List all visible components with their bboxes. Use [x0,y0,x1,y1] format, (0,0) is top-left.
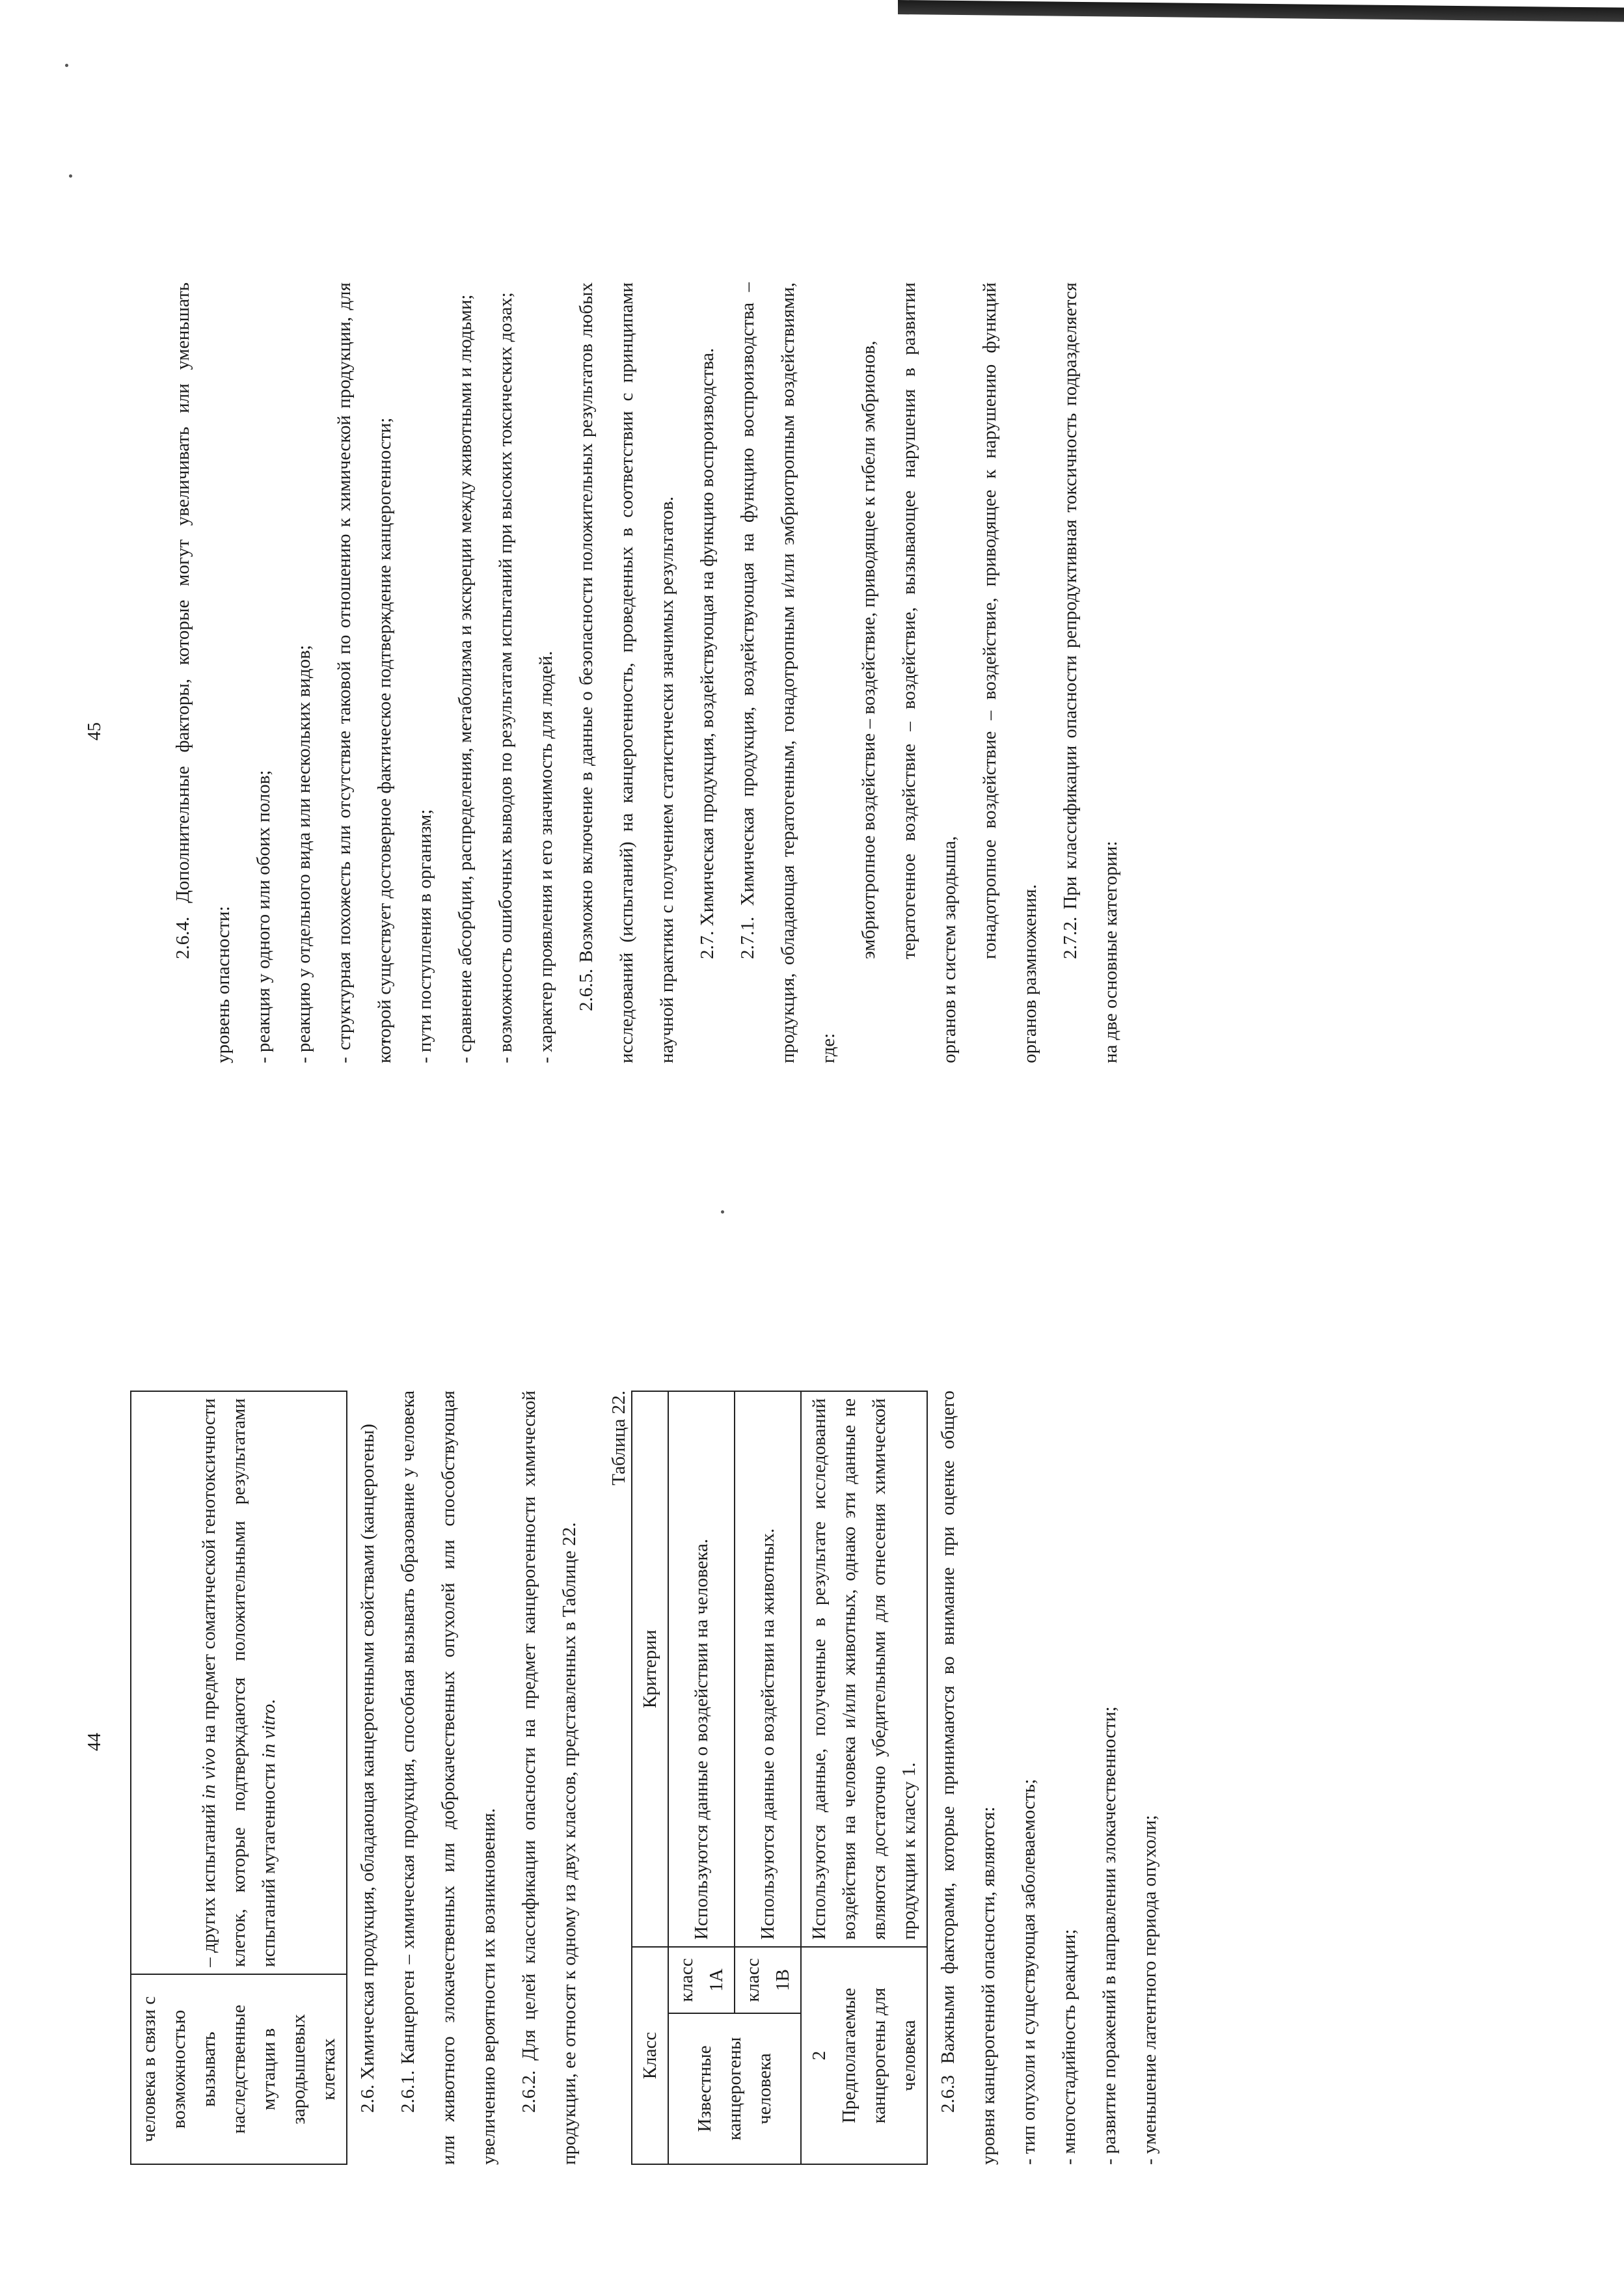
cell-text: на предмет соматической генотоксичности клеток, которые подтверждаются положительными результатами испытаний мутагенности [198,1398,279,1967]
table-row [668,1391,735,2164]
cell-line: человека в связи с [139,1996,159,2143]
table-header-criteria: Критерии [632,1391,668,1947]
paragraph: эмбриотропное воздействие – воздействие, приводящее к гибели эмбрионов, [858,340,879,959]
list-item: - развитие поражений в направлении злокачественности; [1099,1706,1120,2165]
paragraph: 2.7.2. При классификации опасности репродуктивная токсичность подразделяется на две основные категории: [1060,282,1121,1063]
paragraph: гонадотропное воздействие – воздействие, приводящее к нарушению функций органов размножения. [979,282,1040,1063]
list-item: - пути поступления в организм; [414,809,435,1063]
paragraph: тератогенное воздействие – воздействие, вызывающее нарушения в развитии органов и систем зародыша, [899,282,960,1063]
table-cell-criteria-2: Используются данные, полученные в результате исследований воздействия на человека и/или животных, однако эти данные не являются достаточно убедительными для отнесения химической продукции к классу 1. [801,1391,927,1947]
table-cell-class-1b: класс 1В [735,1947,801,2013]
list-item: - сравнение абсорбции, распределения, метаболизма и экскреции между животными и людьми; [455,294,476,1063]
table-22 [631,1391,928,2165]
list-item: - реакция у одного или обоих полов; [253,770,274,1063]
cell-text-italic: in vitro [258,1704,279,1759]
list-item: - уменьшение латентного периода опухоли; [1139,1815,1160,2165]
class-label: Предполагаемые канцерогены для человека [839,1987,919,2124]
cell-line: возможностью вызывать [169,2009,219,2129]
table-cell-class-1a: класс 1А [668,1947,735,2013]
table-caption: Таблица 22. [608,1391,629,1486]
section-heading: 2.6. Химическая продукция, обладающая канцерогенными свойствами (канцерогены) [357,1424,378,2113]
table-cell-criteria-1a: Используются данные о воздействии на человека. [668,1391,735,1947]
class-number: 2 [809,2050,830,2061]
list-item: - характер проявления и его значимость для людей. [535,651,556,1063]
table-cell-class-2 [801,1947,927,2164]
cell-line: зародышевых клетках [288,2014,339,2125]
page-45-content [163,282,1131,1063]
table-row [801,1391,927,2164]
continued-table [130,1391,347,2165]
table-cell-class [131,1974,347,2164]
table-cell-criteria-1b: Используются данные о воздействии на животных. [735,1391,801,1947]
paragraph: 2.6.5. Возможно включение в данные о безопасности положительных результатов любых исследований (испытаний) на канцерогенность, проведенных в соответствии с принципами научной практики с получением статистически значимых результатов. [576,282,677,1063]
cell-text: . [258,1699,279,1704]
page-number: 45 [85,722,105,740]
page-number: 44 [85,1733,105,1751]
paragraph: 2.6.2. Для целей классификации опасности на предмет канцерогенности химической продукции, ее относят к одному из двух классов, представленных в Таблице 22. [519,1391,580,2165]
paragraph: 2.6.3 Важными факторами, которые принимаются во внимание при оценке общего уровня канцерогенной опасности, являются: [938,1391,999,2165]
page-44-content [130,1391,1170,2165]
list-item: - реакцию у отдельного вида или нескольких видов; [293,645,314,1063]
section-heading: 2.7. Химическая продукция, воздействующая на функцию воспроизводства. [697,347,718,959]
paragraph: 2.6.4. Дополнительные факторы, которые могут увеличивать или уменьшать уровень опасности: [172,282,234,1063]
paragraph: 2.6.1. Канцероген – химическая продукция, способная вызывать образование у человека или животного злокачественных или доброкачественных опухолей или способствующая увеличению вероятности их возникновения. [398,1391,499,2165]
cell-line: мутации в [258,2028,279,2111]
table-cell-criteria [131,1391,347,1974]
table-header-class: Класс [632,1947,668,2164]
cell-text: – других испытаний [198,1799,219,1967]
table-cell-known-carcinogens: Известные канцерогены человека [668,2013,801,2164]
list-item: - возможность ошибочных выводов по результатам испытаний при высоких токсических дозах; [495,292,516,1063]
page-44 [0,1141,1624,2282]
paragraph: 2.7.1. Химическая продукция, воздействующая на функцию воспроизводства – продукция, обладающая тератогенным, гонадотропным и/или эмбриотропным воздействиями, где: [737,282,839,1063]
list-item: - тип опухоли и существующая заболеваемость; [1018,1778,1039,2165]
cell-text-italic: in vivo [198,1748,219,1799]
cell-line: наследственные [228,2004,249,2134]
list-item: - структурная похожесть или отсутствие таковой по отношению к химической продукции, для которой существует достоверное фактическое подтверждение канцерогенности; [334,282,395,1063]
list-item: - многостадийность реакции; [1059,1929,1079,2165]
